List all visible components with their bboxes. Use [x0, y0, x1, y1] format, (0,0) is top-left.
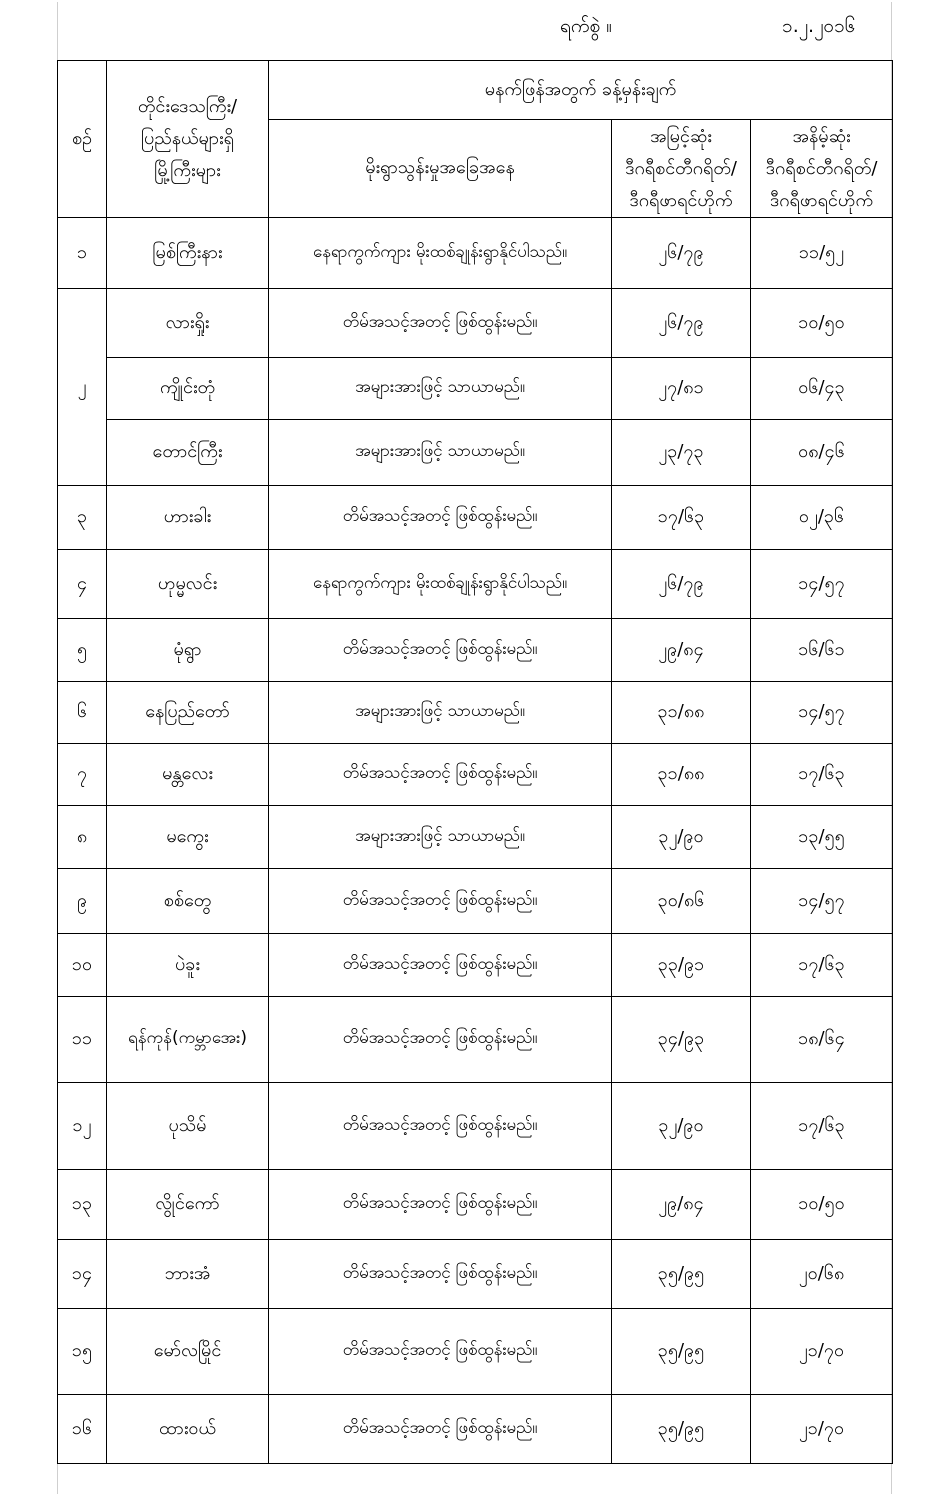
- row-condition: တိမ်အသင့်အတင့် ဖြစ်ထွန်းမည်။: [269, 1309, 612, 1395]
- row-condition: တိမ်အသင့်အတင့် ဖြစ်ထွန်းမည်။: [269, 869, 612, 934]
- row-min-temp: ၁၃/၅၅: [751, 806, 893, 869]
- row-condition: တိမ်အသင့်အတင့် ဖြစ်ထွန်းမည်။: [269, 1170, 612, 1240]
- row-condition: နေရာကွက်ကျား မိုးထစ်ချုန်းရွာနိုင်ပါသည်။: [269, 550, 612, 619]
- row-max-temp: ၃၂/၉၀: [612, 806, 751, 869]
- row-max-temp: ၂၉/၈၄: [612, 619, 751, 682]
- header-min-line: ဒီဂရီဖာရင်ဟိုက်: [769, 189, 874, 211]
- table-row: [58, 218, 893, 289]
- date-label: ရက်စွဲ ။: [560, 15, 612, 37]
- row-no: ၁၅: [58, 1309, 107, 1395]
- row-min-temp: ၁၄/၅၇: [751, 682, 893, 744]
- row-no: ၁၂: [58, 1083, 107, 1170]
- row-condition: အများအားဖြင့် သာယာမည်။: [269, 806, 612, 869]
- row-condition: တိမ်အသင့်အတင့် ဖြစ်ထွန်းမည်။: [269, 1395, 612, 1464]
- row-min-temp: ၁၆/၆၁: [751, 619, 893, 682]
- row-condition: အများအားဖြင့် သာယာမည်။: [269, 682, 612, 744]
- table-row: [58, 486, 893, 550]
- row-no: ၃: [58, 486, 107, 550]
- header-region-line: မြို့ကြီးများ: [154, 160, 221, 181]
- header-min-line: အနိမ့်ဆုံး: [792, 125, 851, 147]
- header-min-line: ဒီဂရီစင်တီဂရိတ်/: [765, 157, 878, 179]
- row-max-temp: ၁၇/၆၃: [612, 486, 751, 550]
- row-no: ၁: [58, 218, 107, 289]
- row-max-temp: ၃၁/၈၈: [612, 744, 751, 806]
- row-min-temp: ၁၇/၆၃: [751, 1083, 893, 1170]
- row-city: ပုသိမ်: [107, 1083, 269, 1170]
- row-city: မုံရွာ: [107, 619, 269, 682]
- row-no: ၇: [58, 744, 107, 806]
- date-line: [560, 14, 880, 44]
- row-condition: အများအားဖြင့် သာယာမည်။: [269, 420, 612, 486]
- row-city: ရန်ကုန်(ကမ္ဘာအေး): [107, 997, 269, 1083]
- row-no: ၉: [58, 869, 107, 934]
- row-max-temp: ၂၃/၇၃: [612, 420, 751, 486]
- row-max-temp: ၂၆/၇၉: [612, 218, 751, 289]
- row-condition: တိမ်အသင့်အတင့် ဖြစ်ထွန်းမည်။: [269, 486, 612, 550]
- table-row: [58, 869, 893, 934]
- row-condition: တိမ်အသင့်အတင့် ဖြစ်ထွန်းမည်။: [269, 1083, 612, 1170]
- row-min-temp: ၀၆/၄၃: [751, 358, 893, 420]
- row-max-temp: ၂၆/၇၉: [612, 550, 751, 619]
- row-no: ၆: [58, 682, 107, 744]
- row-city: မန္တလေး: [107, 744, 269, 806]
- table-row: [58, 1309, 893, 1395]
- header-max-line: အမြင့်ဆုံး: [650, 125, 712, 147]
- row-city: ကျိုင်းတုံ: [107, 358, 269, 420]
- forecast-table: [57, 60, 893, 1464]
- row-condition: တိမ်အသင့်အတင့် ဖြစ်ထွန်းမည်။: [269, 289, 612, 358]
- row-min-temp: ၀၈/၄၆: [751, 420, 893, 486]
- row-no: ၁၃: [58, 1170, 107, 1240]
- row-no: ၁၀: [58, 934, 107, 997]
- row-city: ထားဝယ်: [107, 1395, 269, 1464]
- header-max-temp: [612, 120, 751, 218]
- row-no: ၁၄: [58, 1240, 107, 1309]
- row-no: ၈: [58, 806, 107, 869]
- row-min-temp: ၂၁/၇၀: [751, 1395, 893, 1464]
- row-min-temp: ၁၄/၅၇: [751, 869, 893, 934]
- row-no: ၂: [58, 289, 107, 486]
- table-row: [58, 358, 893, 420]
- table-row: [58, 619, 893, 682]
- row-city: မကွေး: [107, 806, 269, 869]
- row-condition: အများအားဖြင့် သာယာမည်။: [269, 358, 612, 420]
- row-city: ပဲခူး: [107, 934, 269, 997]
- row-condition: တိမ်အသင့်အတင့် ဖြစ်ထွန်းမည်။: [269, 934, 612, 997]
- row-max-temp: ၃၅/၉၅: [612, 1240, 751, 1309]
- table-row: [58, 934, 893, 997]
- header-region: [107, 61, 269, 218]
- row-city: တောင်ကြီး: [107, 420, 269, 486]
- row-city: ဟုမ္မလင်း: [107, 550, 269, 619]
- row-max-temp: ၃၅/၉၅: [612, 1395, 751, 1464]
- header-forecast-group: မနက်ဖြန်အတွက် ခန့်မှန်းချက်: [269, 61, 893, 120]
- row-min-temp: ၁၁/၅၂: [751, 218, 893, 289]
- header-max-line: ဒီဂရီစင်တီဂရိတ်/: [625, 157, 737, 179]
- header-condition: မိုးရွာသွန်းမှုအခြေအနေ: [269, 120, 612, 218]
- row-max-temp: ၂၇/၈၁: [612, 358, 751, 420]
- table-row: [58, 289, 893, 358]
- table-row: [58, 997, 893, 1083]
- header-no: စဉ်: [58, 61, 107, 218]
- row-city: မော်လမြိုင်: [107, 1309, 269, 1395]
- row-min-temp: ၁၀/၅၀: [751, 289, 893, 358]
- row-max-temp: ၃၄/၉၃: [612, 997, 751, 1083]
- row-city: ဘားအံ: [107, 1240, 269, 1309]
- table-row: [58, 1395, 893, 1464]
- row-city: ဟားခါး: [107, 486, 269, 550]
- row-max-temp: ၂၉/၈၄: [612, 1170, 751, 1240]
- table-row: [58, 1170, 893, 1240]
- row-city: မြစ်ကြီးနား: [107, 218, 269, 289]
- table-row: [58, 550, 893, 619]
- table-row: [58, 1083, 893, 1170]
- row-min-temp: ၂၀/၆၈: [751, 1240, 893, 1309]
- row-condition: နေရာကွက်ကျား မိုးထစ်ချုန်းရွာနိုင်ပါသည်။: [269, 218, 612, 289]
- table-row: [58, 420, 893, 486]
- row-condition: တိမ်အသင့်အတင့် ဖြစ်ထွန်းမည်။: [269, 997, 612, 1083]
- row-max-temp: ၃၀/၈၆: [612, 869, 751, 934]
- row-min-temp: ၁၇/၆၃: [751, 744, 893, 806]
- row-no: ၄: [58, 550, 107, 619]
- row-min-temp: ၂၁/၇၀: [751, 1309, 893, 1395]
- header-region-line: တိုင်းဒေသကြီး/: [137, 96, 238, 117]
- row-condition: တိမ်အသင့်အတင့် ဖြစ်ထွန်းမည်။: [269, 619, 612, 682]
- row-no: ၁၆: [58, 1395, 107, 1464]
- row-condition: တိမ်အသင့်အတင့် ဖြစ်ထွန်းမည်။: [269, 744, 612, 806]
- table-row: [58, 682, 893, 744]
- row-min-temp: ၁၇/၆၃: [751, 934, 893, 997]
- row-no: ၅: [58, 619, 107, 682]
- header-region-line: ပြည်နယ်များရှိ: [141, 128, 234, 149]
- row-min-temp: ၀၂/၃၆: [751, 486, 893, 550]
- row-city: လားရှိုး: [107, 289, 269, 358]
- row-min-temp: ၁၀/၅၀: [751, 1170, 893, 1240]
- row-max-temp: ၃၂/၉၀: [612, 1083, 751, 1170]
- row-city: နေပြည်တော်: [107, 682, 269, 744]
- header-max-line: ဒီဂရီဖာရင်ဟိုက်: [629, 189, 733, 211]
- row-city: စစ်တွေ: [107, 869, 269, 934]
- date-value: ၁.၂.၂၀၁၆: [782, 15, 856, 37]
- row-max-temp: ၃၁/၈၈: [612, 682, 751, 744]
- row-max-temp: ၃၃/၉၁: [612, 934, 751, 997]
- row-min-temp: ၁၈/၆၄: [751, 997, 893, 1083]
- table-row: [58, 744, 893, 806]
- row-max-temp: ၃၅/၉၅: [612, 1309, 751, 1395]
- row-max-temp: ၂၆/၇၉: [612, 289, 751, 358]
- row-no: ၁၁: [58, 997, 107, 1083]
- table-row: [58, 806, 893, 869]
- header-min-temp: [751, 120, 893, 218]
- row-city: လွိုင်ကော်: [107, 1170, 269, 1240]
- row-min-temp: ၁၄/၅၇: [751, 550, 893, 619]
- table-row: [58, 1240, 893, 1309]
- row-condition: တိမ်အသင့်အတင့် ဖြစ်ထွန်းမည်။: [269, 1240, 612, 1309]
